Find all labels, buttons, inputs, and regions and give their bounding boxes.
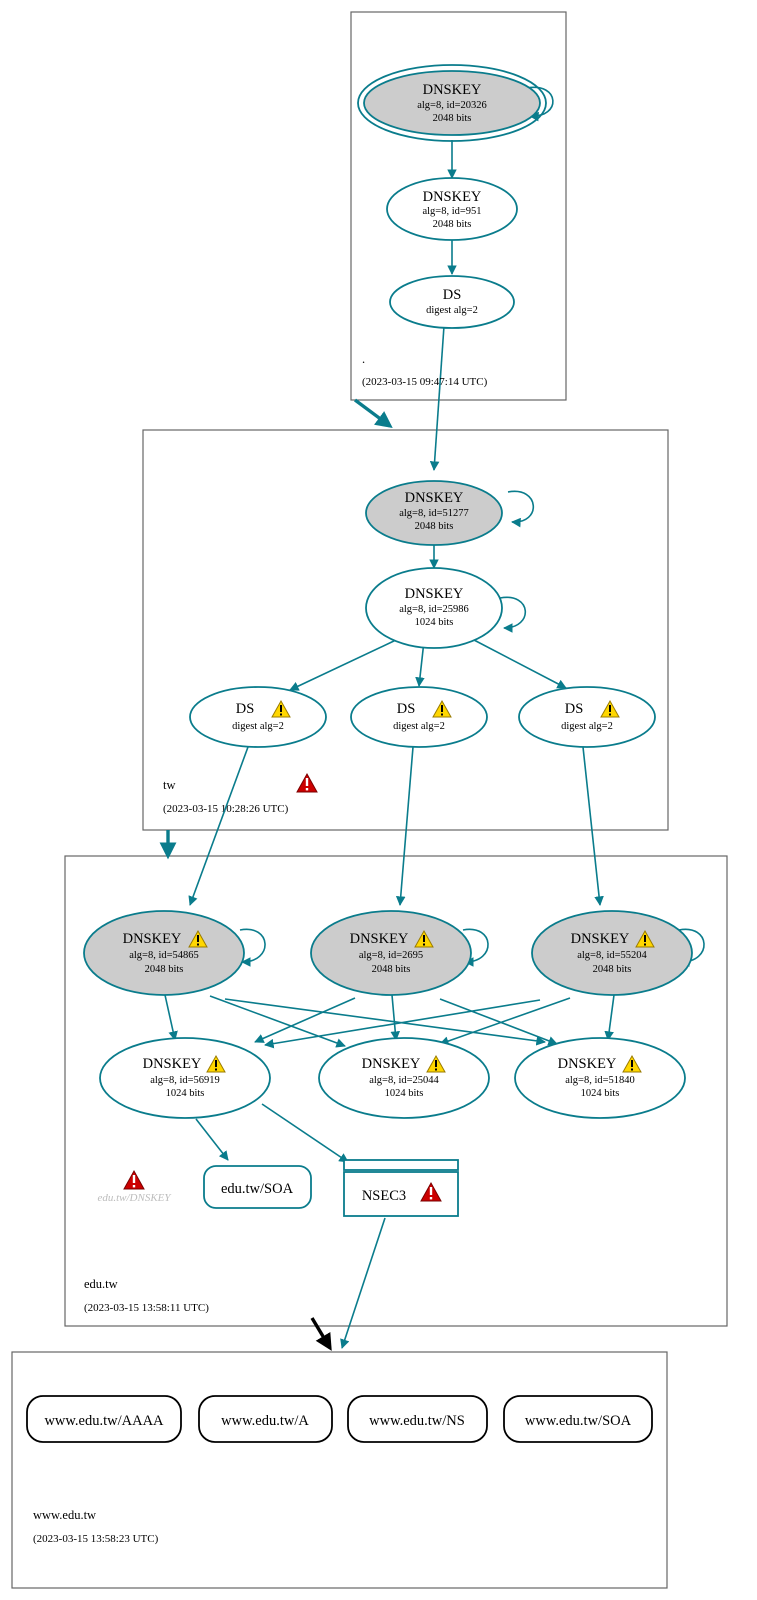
node-root-ksk[interactable]	[358, 65, 546, 141]
zone-timestamp-www-edu-tw: (2023-03-15 13:58:23 UTC)	[33, 1533, 159, 1545]
node-tw-ds-2-alg: digest alg=2	[393, 721, 445, 732]
node-tw-ds-3[interactable]	[519, 687, 655, 747]
zone-timestamp-edu-tw: (2023-03-15 13:58:11 UTC)	[84, 1302, 209, 1314]
rrset-edu-soa[interactable]	[204, 1166, 311, 1208]
node-tw-ksk-alg: alg=8, id=51277	[399, 508, 469, 519]
node-edu-ksk-1-title: DNSKEY	[122, 931, 182, 947]
rrset-www-soa[interactable]	[504, 1396, 652, 1442]
rrset-www-aaaa-label: www.edu.tw/AAAA	[44, 1413, 164, 1429]
edge-tw-zsk-self	[500, 597, 525, 628]
node-edu-ksk-1-alg: alg=8, id=54865	[129, 950, 199, 961]
rrset-edu-dnskey-ghost-label: edu.tw/DNSKEY	[97, 1192, 171, 1204]
edge-tw-ds2-to-edu-ksk2	[400, 747, 413, 905]
node-edu-ksk-2-bits: 2048 bits	[371, 964, 411, 975]
node-root-ds-title: DS	[442, 287, 462, 303]
node-edu-zsk-2-title: DNSKEY	[361, 1056, 421, 1072]
node-tw-zsk-title: DNSKEY	[404, 586, 464, 602]
node-edu-ksk-1-bits: 2048 bits	[144, 964, 184, 975]
edge-tw-ksk-self	[508, 491, 533, 522]
edge-tw-ds1-to-edu-ksk1	[190, 747, 248, 905]
node-edu-zsk-2[interactable]	[319, 1038, 489, 1118]
edge-tw-zsk-to-ds1	[290, 640, 396, 690]
node-edu-ksk-2-title: DNSKEY	[349, 931, 409, 947]
rrset-www-soa-label: www.edu.tw/SOA	[524, 1413, 632, 1429]
node-edu-zsk-1-title: DNSKEY	[142, 1056, 202, 1072]
rrset-edu-dnskey-ghost	[97, 1171, 172, 1204]
zone-label-edu-tw: edu.tw	[84, 1277, 118, 1291]
rrset-www-a-label: www.edu.tw/A	[221, 1413, 309, 1429]
edge-tw-zsk-to-ds3	[474, 640, 566, 688]
zone-timestamp-root: (2023-03-15 09:47:14 UTC)	[362, 376, 488, 388]
zone-timestamp-tw: (2023-03-15 10:28:26 UTC)	[163, 803, 289, 815]
edge-edu-ksk1-to-zsk2	[210, 996, 345, 1046]
node-edu-zsk-2-alg: alg=8, id=25044	[369, 1075, 439, 1086]
rrset-www-ns-label: www.edu.tw/NS	[369, 1413, 465, 1429]
error-icon-tw-zone	[297, 774, 317, 792]
error-icon-edu-dnskey	[124, 1171, 144, 1189]
node-tw-ds-3-alg: digest alg=2	[561, 721, 613, 732]
node-edu-ksk-3-title: DNSKEY	[570, 931, 630, 947]
rrset-edu-soa-label: edu.tw/SOA	[220, 1181, 294, 1197]
node-root-ksk-alg: alg=8, id=20326	[417, 100, 487, 111]
node-tw-ksk-bits: 2048 bits	[414, 521, 454, 532]
edge-tw-ds3-to-edu-ksk3	[583, 747, 600, 905]
zone-label-tw: tw	[163, 778, 176, 792]
node-root-zsk[interactable]	[387, 178, 517, 240]
node-tw-ds-2[interactable]	[351, 687, 487, 747]
node-edu-ksk-3-alg: alg=8, id=55204	[577, 950, 647, 961]
node-tw-ds-2-title: DS	[396, 701, 416, 717]
node-edu-ksk-3-bits: 2048 bits	[592, 964, 632, 975]
rrset-www-ns[interactable]	[348, 1396, 487, 1442]
node-tw-ds-1-alg: digest alg=2	[232, 721, 284, 732]
edge-zone-root-to-tw	[355, 400, 390, 426]
node-root-ksk-title: DNSKEY	[422, 82, 482, 98]
node-edu-ksk-3[interactable]	[532, 911, 692, 995]
zone-box-www-edu-tw	[12, 1352, 667, 1588]
rrset-edu-nsec3-label: NSEC3	[361, 1188, 407, 1204]
node-edu-ksk-2[interactable]	[311, 911, 471, 995]
rrset-www-aaaa[interactable]	[27, 1396, 181, 1442]
node-root-zsk-alg: alg=8, id=951	[422, 206, 482, 217]
edge-edu-ksk3-to-zsk3	[608, 995, 614, 1040]
node-edu-ksk-2-alg: alg=8, id=2695	[358, 950, 424, 961]
node-tw-zsk-bits: 1024 bits	[414, 617, 454, 628]
node-edu-ksk-1[interactable]	[84, 911, 244, 995]
edge-nsec3-to-www-zone	[342, 1218, 385, 1348]
edge-edu-ksk1-to-zsk1	[165, 995, 175, 1040]
node-root-zsk-bits: 2048 bits	[432, 219, 472, 230]
node-edu-zsk-1-bits: 1024 bits	[165, 1088, 205, 1099]
node-edu-zsk-3-alg: alg=8, id=51840	[565, 1075, 635, 1086]
rrset-edu-nsec3[interactable]	[344, 1160, 458, 1216]
zone-label-root: .	[362, 352, 366, 366]
edge-root-ds-to-tw-ksk	[434, 326, 444, 470]
node-edu-zsk-1-alg: alg=8, id=56919	[150, 1075, 220, 1086]
node-tw-ds-3-title: DS	[564, 701, 584, 717]
edge-zone-edu-to-www	[312, 1318, 330, 1348]
node-tw-zsk-alg: alg=8, id=25986	[399, 604, 469, 615]
edge-edu-zsk1-to-nsec3	[262, 1104, 348, 1162]
zone-label-www-edu-tw: www.edu.tw	[33, 1508, 97, 1522]
node-tw-zsk[interactable]	[366, 568, 502, 648]
edge-edu-zsk1-to-soa	[196, 1119, 228, 1160]
node-tw-ksk-title: DNSKEY	[404, 490, 464, 506]
node-tw-ds-1-title: DS	[235, 701, 255, 717]
node-root-ksk-bits: 2048 bits	[432, 113, 472, 124]
node-edu-zsk-3[interactable]	[515, 1038, 685, 1118]
node-edu-zsk-1[interactable]	[100, 1038, 270, 1118]
node-tw-ds-1[interactable]	[190, 687, 326, 747]
node-root-ds-alg: digest alg=2	[426, 305, 478, 316]
node-edu-zsk-2-bits: 1024 bits	[384, 1088, 424, 1099]
node-root-ds[interactable]	[390, 276, 514, 328]
node-edu-zsk-3-bits: 1024 bits	[580, 1088, 620, 1099]
rrset-www-a[interactable]	[199, 1396, 332, 1442]
node-root-zsk-title: DNSKEY	[422, 189, 482, 205]
edge-edu-ksk2-to-zsk2	[392, 995, 396, 1040]
node-tw-ksk[interactable]	[366, 481, 502, 545]
node-edu-zsk-3-title: DNSKEY	[557, 1056, 617, 1072]
